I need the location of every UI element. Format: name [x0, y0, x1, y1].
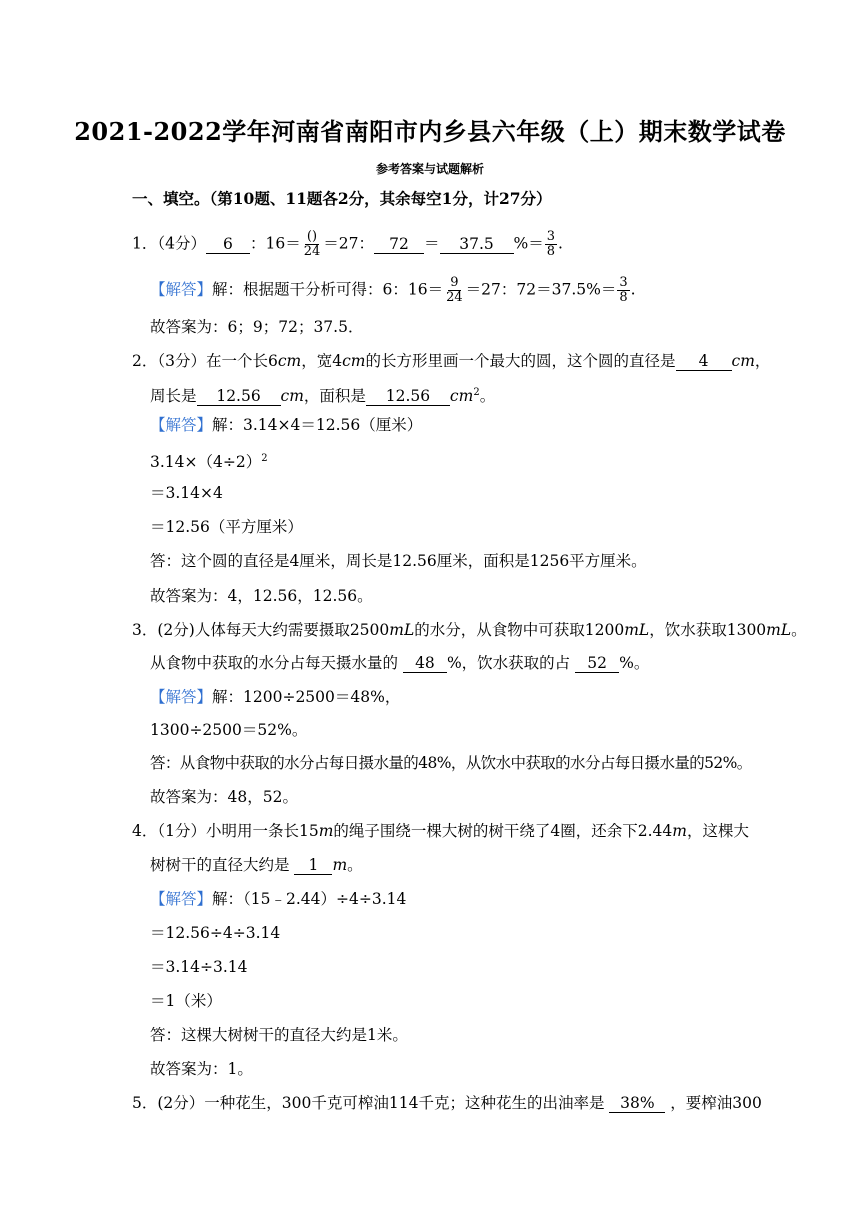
- solution-tag: 【解答】: [150, 280, 213, 299]
- fraction: $\frac{9}{24}$: [446, 275, 463, 305]
- solution-line: ＝12.56（平方厘米）: [150, 518, 303, 536]
- answer-4: 故答案为：1。: [150, 1060, 253, 1078]
- solution-tag: 【解答】: [150, 688, 213, 706]
- blank: 12.56: [366, 387, 450, 406]
- section-heading: 一、填空。（第10题、11题各2分，其余每空1分，计27分）: [132, 189, 552, 208]
- page-title: 2021-2022学年河南省南阳市内乡县六年级（上）期末数学试卷: [74, 117, 786, 146]
- question-3: 3．(2分)人体每天大约需要摄取2500mL的水分，从食物中可获取1200mL，饮水获取1300mL。: [132, 621, 807, 639]
- solution-line: 1300÷2500＝52%。: [150, 721, 308, 739]
- solution-line: ＝3.14÷3.14: [150, 958, 248, 976]
- blank: 48: [403, 654, 447, 673]
- blank: 72: [374, 235, 424, 254]
- blank: 37.5: [440, 235, 514, 254]
- question-3-cont: 从食物中获取的水分占每天摄水量的 48 %，饮水获取的占 52 %。: [150, 654, 650, 672]
- fraction: $\frac{()}{24}$: [303, 229, 321, 259]
- blank: 38%: [609, 1094, 665, 1113]
- fraction: $\frac{3}{8}$: [546, 229, 556, 259]
- question-2: 2．（3分）在一个长6cm，宽4cm的长方形里画一个最大的圆，这个圆的直径是 4 cm，: [132, 352, 771, 370]
- solution-line: 答：这个圆的直径是4厘米，周长是12.56厘米，面积是1256平方厘米。: [150, 552, 647, 570]
- solution-tag: 【解答】: [150, 416, 213, 434]
- question-4-cont: 树树干的直径大约是 1 m。: [150, 856, 363, 874]
- answer-2: 故答案为：4，12.56，12.56。: [150, 587, 373, 605]
- fraction: $\frac{3}{8}$: [619, 275, 628, 305]
- solution-1: 【解答】解：根据题干分析可得：6：16＝ $\frac{9}{24}$ ＝27：72＝37.5%＝ $\frac{3}{8}$ .: [150, 275, 636, 305]
- answer-1: 故答案为：6；9；72；37.5．: [150, 318, 364, 336]
- answer-3: 故答案为：48，52。: [150, 788, 298, 806]
- solution-3: 【解答】解：1200÷2500＝48%，: [150, 688, 401, 706]
- solution-2: 【解答】解：3.14×4＝12.56（厘米）: [150, 416, 423, 434]
- solution-4: 【解答】解：（15﹣2.44）÷4÷3.14: [150, 890, 407, 908]
- solution-line: ＝3.14×4: [150, 484, 223, 502]
- question-5: 5．(2分）一种花生，300千克可榨油114千克；这种花生的出油率是 38% ，要榨油300: [132, 1094, 762, 1112]
- question-1: 1．（4分） 6 ：16＝ $\frac{()}{24}$ ＝27： 72 ＝ 37.5 %＝ $\frac{3}{8}$ .: [132, 229, 563, 259]
- page-subtitle: 参考答案与试题解析: [375, 162, 484, 176]
- blank: 12.56: [197, 387, 281, 406]
- blank: 52: [575, 654, 619, 673]
- blank: 4: [676, 352, 732, 371]
- solution-line: ＝1（米）: [150, 992, 222, 1010]
- solution-line: 答：从食物中获取的水分占每日摄水量的48%，从饮水中获取的水分占每日摄水量的52%。: [150, 754, 752, 772]
- question-4: 4．（1分）小明用一条长15m的绳子围绕一棵大树的树干绕了4圈，还余下2.44m，这棵大: [132, 822, 749, 840]
- solution-line: $3.14\times(4\div 2)^2$: [150, 453, 268, 472]
- solution-line: ＝12.56÷4÷3.14: [150, 924, 281, 942]
- blank: 1: [294, 856, 332, 875]
- solution-line: 答：这棵大树树干的直径大约是1米。: [150, 1026, 408, 1044]
- blank: 6: [206, 235, 250, 254]
- solution-tag: 【解答】: [150, 890, 213, 908]
- question-2-cont: 周长是 12.56 cm，面积是 12.56 $cm^2$。: [150, 387, 496, 406]
